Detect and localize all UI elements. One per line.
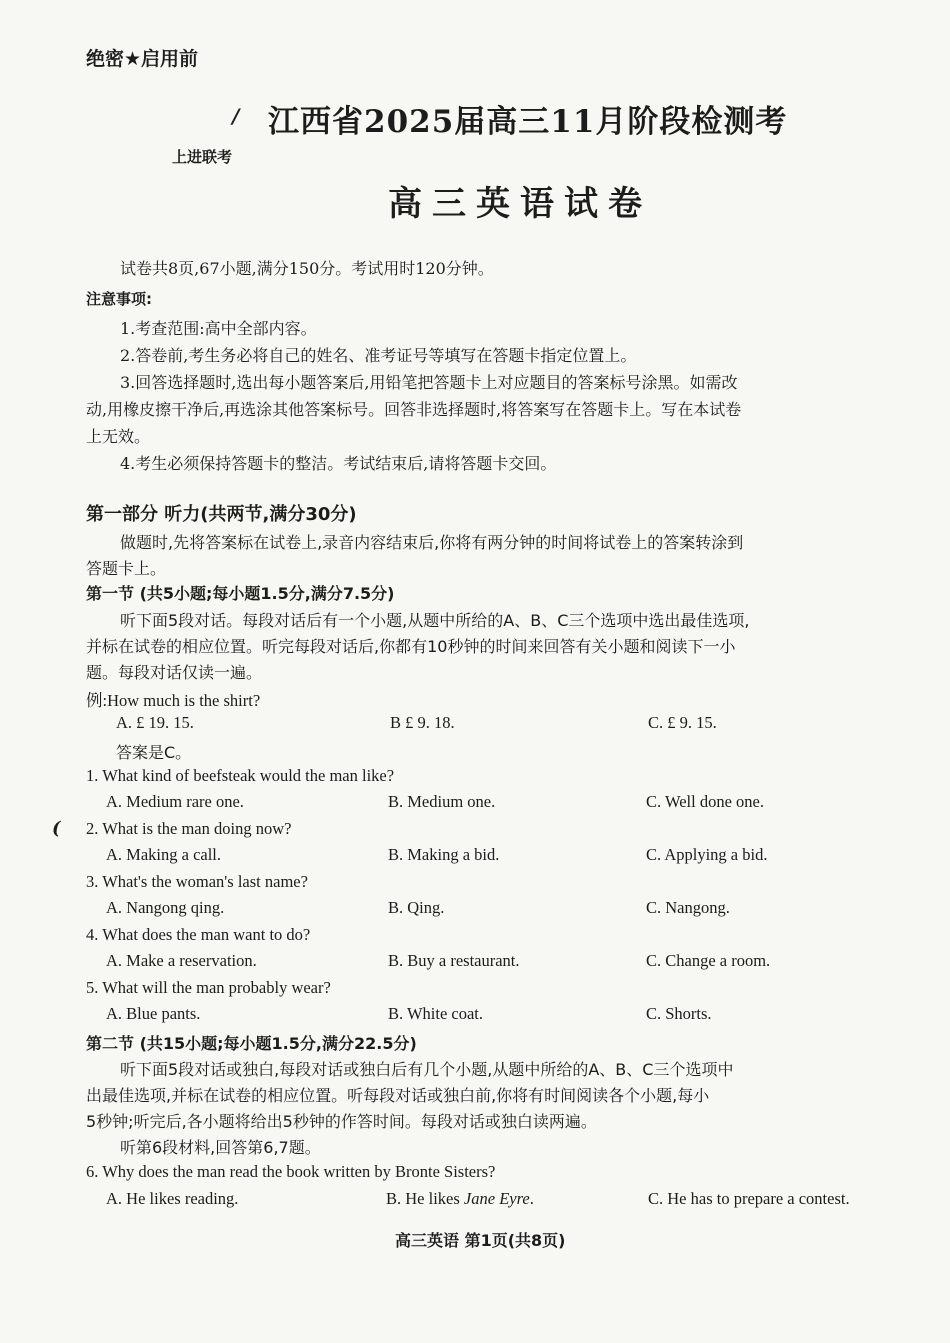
example-option-b: B £ 9. 18. [390, 713, 455, 732]
section1-heading: 第一节 (共5小题;每小题1.5分,满分7.5分) [86, 584, 395, 603]
q5-option-c: C. Shorts. [646, 1004, 712, 1023]
q3-option-c: C. Nangong. [646, 898, 730, 917]
material-instruction: 听第6段材料,回答第6,7题。 [120, 1138, 321, 1157]
section1-desc-line-3: 题。每段对话仅读一遍。 [86, 663, 263, 682]
note-3-line-1: 3.回答选择题时,选出每小题答案后,用铅笔把答题卡上对应题目的答案标号涂黑。如需改 [120, 373, 738, 392]
question-3: 3. What's the woman's last name? [86, 872, 308, 891]
example-answer: 答案是C。 [116, 743, 192, 762]
question-1: 1. What kind of beefsteak would the man like? [86, 766, 395, 785]
q1-option-a: A. Medium rare one. [106, 792, 244, 811]
exam-summary: 试卷共8页,67小题,满分150分。考试用时120分钟。 [120, 259, 494, 278]
q2-option-c: C. Applying a bid. [646, 845, 768, 864]
section1-desc-line-1: 听下面5段对话。每段对话后有一个小题,从题中所给的A、B、C三个选项中选出最佳选项, [120, 611, 750, 630]
section2-desc-line-3: 5秒钟;听完后,各小题将给出5秒钟的作答时间。每段对话或独白读两遍。 [86, 1112, 597, 1131]
example-question: 例:How much is the shirt? [86, 691, 261, 710]
part1-desc-line-1: 做题时,先将答案标在试卷上,录音内容结束后,你将有两分钟的时间将试卷上的答案转涂到 [120, 533, 744, 552]
note-3-line-2: 动,用橡皮擦干净后,再选涂其他答案标号。回答非选择题时,将答案写在答题卡上。写在本试卷 [86, 400, 742, 419]
question-4: 4. What does the man want to do? [86, 925, 311, 944]
question-2: 2. What is the man doing now? [86, 819, 292, 838]
q4-option-a: A. Make a reservation. [106, 951, 257, 970]
question-5: 5. What will the man probably wear? [86, 978, 331, 997]
confidential-label: 绝密★启用前 [86, 48, 199, 70]
q4-option-c: C. Change a room. [646, 951, 771, 970]
q6-option-c: C. He has to prepare a contest. [648, 1189, 850, 1208]
note-1: 1.考查范围:高中全部内容。 [120, 319, 317, 338]
example-option-a: A. £ 19. 15. [116, 713, 194, 732]
q1-option-c: C. Well done one. [646, 792, 764, 811]
q2-option-b: B. Making a bid. [388, 845, 500, 864]
part1-desc-line-2: 答题卡上。 [86, 559, 167, 578]
page-footer: 高三英语 第1页(共8页) [395, 1231, 566, 1250]
q6-option-a: A. He likes reading. [106, 1189, 239, 1208]
margin-mark-q2: ( [52, 818, 61, 839]
section2-desc-line-2: 出最佳选项,并标在试卷的相应位置。听每段对话或独白前,你将有时间阅读各个小题,每小 [86, 1086, 710, 1105]
q6-option-b-suffix: . [529, 1189, 534, 1208]
q6-option-b-prefix: B. He likes [386, 1189, 464, 1208]
notes-title: 注意事项: [86, 290, 152, 308]
q1-option-b: B. Medium one. [388, 792, 496, 811]
example-option-c: C. £ 9. 15. [648, 713, 717, 732]
q6-option-b-book-title: Jane Eyre [463, 1189, 530, 1208]
question-6: 6. Why does the man read the book written by Bronte Sisters? [86, 1162, 496, 1181]
exam-title: 江西省2025届高三11月阶段检测考 [268, 104, 788, 140]
q4-option-b: B. Buy a restaurant. [388, 951, 520, 970]
paper-title: 高三英语试卷 [388, 184, 652, 224]
q5-option-b: B. White coat. [388, 1004, 484, 1023]
note-3-line-3: 上无效。 [86, 427, 151, 446]
note-2: 2.答卷前,考生务必将自己的姓名、准考证号等填写在答题卡指定位置上。 [120, 346, 637, 365]
section2-desc-line-1: 听下面5段对话或独白,每段对话或独白后有几个小题,从题中所给的A、B、C三个选项中 [120, 1060, 734, 1079]
league-name: 上进联考 [172, 148, 233, 166]
note-4: 4.考生必须保持答题卡的整洁。考试结束后,请将答题卡交回。 [120, 454, 557, 473]
part1-heading: 第一部分 听力(共两节,满分30分) [86, 504, 357, 525]
q3-option-b: B. Qing. [388, 898, 445, 917]
q2-option-a: A. Making a call. [106, 845, 222, 864]
q6-option-b [386, 1189, 534, 1209]
section2-heading: 第二节 (共15小题;每小题1.5分,满分22.5分) [86, 1034, 417, 1053]
q5-option-a: A. Blue pants. [106, 1004, 201, 1023]
q3-option-a: A. Nangong qing. [106, 898, 225, 917]
section1-desc-line-2: 并标在试卷的相应位置。听完每段对话后,你都有10秒钟的时间来回答有关小题和阅读下一小 [86, 637, 736, 656]
margin-mark: / [232, 104, 240, 128]
